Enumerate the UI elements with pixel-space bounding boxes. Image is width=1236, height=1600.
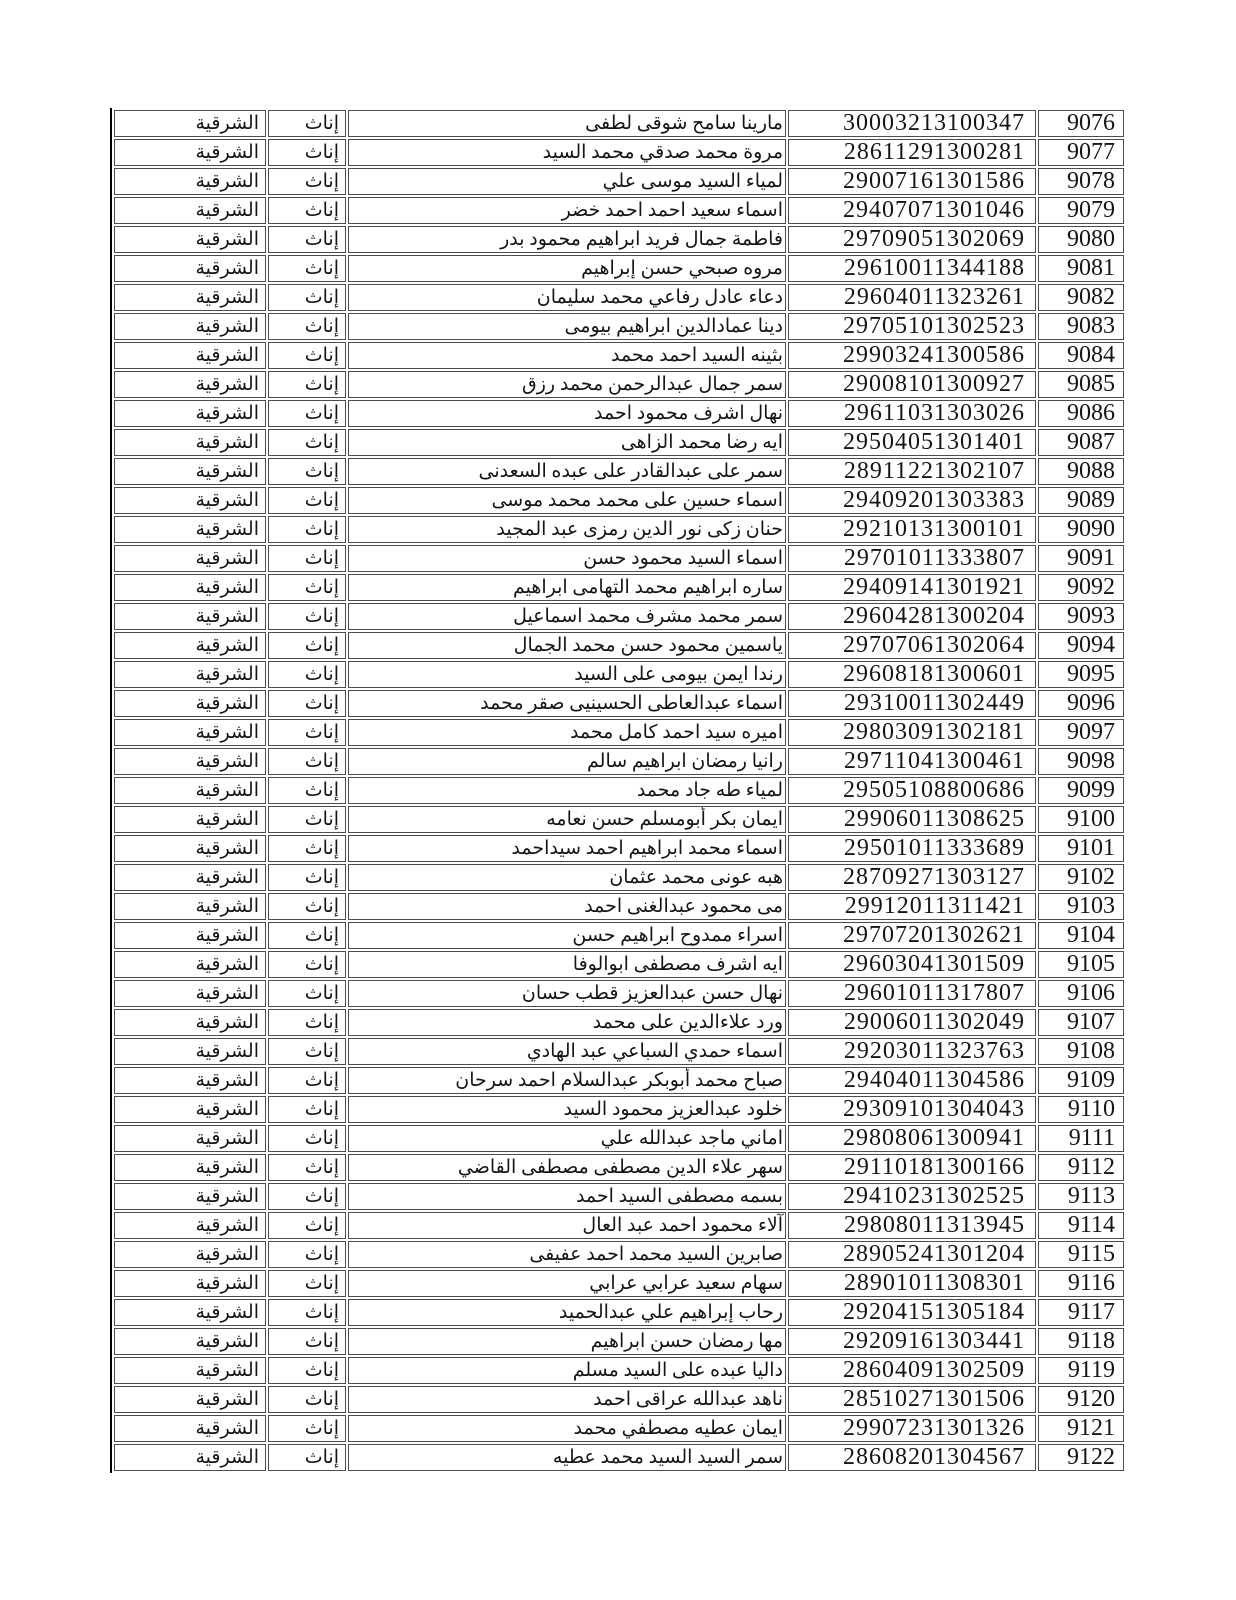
name-cell: آلاء محمود احمد عبد العال	[348, 1212, 786, 1239]
serial-cell: 9115	[1038, 1241, 1124, 1268]
gender-cell: إناث	[268, 748, 346, 775]
gender-cell: إناث	[268, 516, 346, 543]
gender-cell: إناث	[268, 777, 346, 804]
table-row	[114, 487, 1124, 514]
table-row	[114, 226, 1124, 253]
serial-cell: 9108	[1038, 1038, 1124, 1065]
table-row	[114, 1183, 1124, 1210]
gender-cell: إناث	[268, 806, 346, 833]
gender-cell: إناث	[268, 1154, 346, 1181]
governorate-cell: الشرقية	[114, 1328, 266, 1355]
name-cell: لمياء السيد موسى علي	[348, 168, 786, 195]
national-id-cell: 29008101300927	[788, 371, 1036, 398]
gender-cell: إناث	[268, 429, 346, 456]
table-row	[114, 835, 1124, 862]
gender-cell: إناث	[268, 1415, 346, 1442]
serial-cell: 9092	[1038, 574, 1124, 601]
name-cell: اماني ماجد عبدالله علي	[348, 1125, 786, 1152]
name-cell: صابرين السيد محمد احمد عفيفى	[348, 1241, 786, 1268]
gender-cell: إناث	[268, 371, 346, 398]
name-cell: سهام سعيد عرابي عرابي	[348, 1270, 786, 1297]
governorate-cell: الشرقية	[114, 371, 266, 398]
governorate-cell: الشرقية	[114, 342, 266, 369]
name-cell: اسراء ممدوح ابراهيم حسن	[348, 922, 786, 949]
gender-cell: إناث	[268, 1125, 346, 1152]
name-cell: دينا عمادالدين ابراهيم بيومى	[348, 313, 786, 340]
name-cell: لمياء طه جاد محمد	[348, 777, 786, 804]
name-cell: ورد علاءالدين على محمد	[348, 1009, 786, 1036]
serial-cell: 9121	[1038, 1415, 1124, 1442]
national-id-cell: 28510271301506	[788, 1386, 1036, 1413]
table-row	[114, 139, 1124, 166]
table-row	[114, 1096, 1124, 1123]
table-row	[114, 1125, 1124, 1152]
governorate-cell: الشرقية	[114, 690, 266, 717]
gender-cell: إناث	[268, 1067, 346, 1094]
table-row	[114, 1154, 1124, 1181]
name-cell: سمر على عبدالقادر على عبده السعدنى	[348, 458, 786, 485]
table-row	[114, 1067, 1124, 1094]
gender-cell: إناث	[268, 1183, 346, 1210]
name-cell: مروه صبحي حسن إبراهيم	[348, 255, 786, 282]
table-row	[114, 893, 1124, 920]
gender-cell: إناث	[268, 400, 346, 427]
governorate-cell: الشرقية	[114, 719, 266, 746]
table-row	[114, 284, 1124, 311]
name-cell: ايمان بكر أبومسلم حسن نعامه	[348, 806, 786, 833]
gender-cell: إناث	[268, 545, 346, 572]
table-row	[114, 400, 1124, 427]
serial-cell: 9117	[1038, 1299, 1124, 1326]
serial-cell: 9099	[1038, 777, 1124, 804]
serial-cell: 9090	[1038, 516, 1124, 543]
governorate-cell: الشرقية	[114, 835, 266, 862]
national-id-cell: 29404011304586	[788, 1067, 1036, 1094]
governorate-cell: الشرقية	[114, 632, 266, 659]
governorate-cell: الشرقية	[114, 226, 266, 253]
gender-cell: إناث	[268, 835, 346, 862]
table-row	[114, 951, 1124, 978]
governorate-cell: الشرقية	[114, 951, 266, 978]
serial-cell: 9086	[1038, 400, 1124, 427]
national-id-cell: 29501011333689	[788, 835, 1036, 862]
national-id-cell: 29410231302525	[788, 1183, 1036, 1210]
serial-cell: 9101	[1038, 835, 1124, 862]
national-id-cell: 29409141301921	[788, 574, 1036, 601]
national-id-cell: 29505108800686	[788, 777, 1036, 804]
gender-cell: إناث	[268, 458, 346, 485]
national-id-cell: 29701011333807	[788, 545, 1036, 572]
governorate-cell: الشرقية	[114, 806, 266, 833]
gender-cell: إناث	[268, 893, 346, 920]
table-row	[114, 603, 1124, 630]
gender-cell: إناث	[268, 719, 346, 746]
governorate-cell: الشرقية	[114, 603, 266, 630]
name-cell: داليا عبده على السيد مسلم	[348, 1357, 786, 1384]
serial-cell: 9089	[1038, 487, 1124, 514]
serial-cell: 9113	[1038, 1183, 1124, 1210]
gender-cell: إناث	[268, 1357, 346, 1384]
national-id-cell: 28905241301204	[788, 1241, 1036, 1268]
governorate-cell: الشرقية	[114, 255, 266, 282]
governorate-cell: الشرقية	[114, 1212, 266, 1239]
governorate-cell: الشرقية	[114, 1067, 266, 1094]
table-row	[114, 1038, 1124, 1065]
national-id-cell: 28709271303127	[788, 864, 1036, 891]
gender-cell: إناث	[268, 1096, 346, 1123]
serial-cell: 9110	[1038, 1096, 1124, 1123]
governorate-cell: الشرقية	[114, 1038, 266, 1065]
serial-cell: 9100	[1038, 806, 1124, 833]
table-row	[114, 1270, 1124, 1297]
roster-table	[110, 108, 1126, 1473]
national-id-cell: 29907231301326	[788, 1415, 1036, 1442]
governorate-cell: الشرقية	[114, 313, 266, 340]
national-id-cell: 29007161301586	[788, 168, 1036, 195]
table-row	[114, 110, 1124, 137]
name-cell: رانيا رمضان ابراهيم سالم	[348, 748, 786, 775]
national-id-cell: 29705101302523	[788, 313, 1036, 340]
governorate-cell: الشرقية	[114, 197, 266, 224]
national-id-cell: 29709051302069	[788, 226, 1036, 253]
national-id-cell: 29209161303441	[788, 1328, 1036, 1355]
national-id-cell: 28608201304567	[788, 1444, 1036, 1471]
serial-cell: 9118	[1038, 1328, 1124, 1355]
national-id-cell: 29504051301401	[788, 429, 1036, 456]
gender-cell: إناث	[268, 487, 346, 514]
name-cell: مها رمضان حسن ابراهيم	[348, 1328, 786, 1355]
name-cell: اميره سيد احمد كامل محمد	[348, 719, 786, 746]
gender-cell: إناث	[268, 139, 346, 166]
table-row	[114, 168, 1124, 195]
national-id-cell: 28901011308301	[788, 1270, 1036, 1297]
national-id-cell: 29603041301509	[788, 951, 1036, 978]
name-cell: نهال حسن عبدالعزيز قطب حسان	[348, 980, 786, 1007]
gender-cell: إناث	[268, 574, 346, 601]
governorate-cell: الشرقية	[114, 980, 266, 1007]
gender-cell: إناث	[268, 632, 346, 659]
serial-cell: 9105	[1038, 951, 1124, 978]
governorate-cell: الشرقية	[114, 1386, 266, 1413]
national-id-cell: 29210131300101	[788, 516, 1036, 543]
national-id-cell: 29309101304043	[788, 1096, 1036, 1123]
governorate-cell: الشرقية	[114, 284, 266, 311]
gender-cell: إناث	[268, 951, 346, 978]
serial-cell: 9084	[1038, 342, 1124, 369]
national-id-cell: 29203011323763	[788, 1038, 1036, 1065]
governorate-cell: الشرقية	[114, 748, 266, 775]
name-cell: اسماء سعيد احمد احمد خضر	[348, 197, 786, 224]
national-id-cell: 29808011313945	[788, 1212, 1036, 1239]
serial-cell: 9114	[1038, 1212, 1124, 1239]
table-row	[114, 690, 1124, 717]
table-row	[114, 922, 1124, 949]
table-row	[114, 1444, 1124, 1471]
gender-cell: إناث	[268, 1241, 346, 1268]
gender-cell: إناث	[268, 1212, 346, 1239]
table-row	[114, 1299, 1124, 1326]
table-row	[114, 545, 1124, 572]
governorate-cell: الشرقية	[114, 110, 266, 137]
governorate-cell: الشرقية	[114, 1270, 266, 1297]
governorate-cell: الشرقية	[114, 1125, 266, 1152]
national-id-cell: 28604091302509	[788, 1357, 1036, 1384]
governorate-cell: الشرقية	[114, 922, 266, 949]
serial-cell: 9102	[1038, 864, 1124, 891]
serial-cell: 9097	[1038, 719, 1124, 746]
serial-cell: 9077	[1038, 139, 1124, 166]
serial-cell: 9109	[1038, 1067, 1124, 1094]
table-row	[114, 1328, 1124, 1355]
name-cell: اسماء حمدي السباعي عبد الهادي	[348, 1038, 786, 1065]
name-cell: اسماء حسين على محمد محمد موسى	[348, 487, 786, 514]
name-cell: رحاب إبراهيم علي عبدالحميد	[348, 1299, 786, 1326]
serial-cell: 9076	[1038, 110, 1124, 137]
name-cell: ناهد عبدالله عراقى احمد	[348, 1386, 786, 1413]
gender-cell: إناث	[268, 1328, 346, 1355]
name-cell: رندا ايمن بيومى على السيد	[348, 661, 786, 688]
serial-cell: 9096	[1038, 690, 1124, 717]
table-row	[114, 255, 1124, 282]
gender-cell: إناث	[268, 864, 346, 891]
governorate-cell: الشرقية	[114, 400, 266, 427]
national-id-cell: 29611031303026	[788, 400, 1036, 427]
name-cell: سمر السيد السيد محمد عطيه	[348, 1444, 786, 1471]
serial-cell: 9116	[1038, 1270, 1124, 1297]
table-row	[114, 1212, 1124, 1239]
serial-cell: 9091	[1038, 545, 1124, 572]
serial-cell: 9080	[1038, 226, 1124, 253]
gender-cell: إناث	[268, 661, 346, 688]
governorate-cell: الشرقية	[114, 864, 266, 891]
governorate-cell: الشرقية	[114, 1357, 266, 1384]
name-cell: فاطمة جمال فريد ابراهيم محمود بدر	[348, 226, 786, 253]
national-id-cell: 28611291300281	[788, 139, 1036, 166]
gender-cell: إناث	[268, 226, 346, 253]
gender-cell: إناث	[268, 168, 346, 195]
governorate-cell: الشرقية	[114, 777, 266, 804]
serial-cell: 9095	[1038, 661, 1124, 688]
table-row	[114, 516, 1124, 543]
name-cell: سمر محمد مشرف محمد اسماعيل	[348, 603, 786, 630]
name-cell: هبه عونى محمد عثمان	[348, 864, 786, 891]
serial-cell: 9112	[1038, 1154, 1124, 1181]
gender-cell: إناث	[268, 603, 346, 630]
gender-cell: إناث	[268, 255, 346, 282]
national-id-cell: 29707061302064	[788, 632, 1036, 659]
national-id-cell: 29808061300941	[788, 1125, 1036, 1152]
national-id-cell: 29906011308625	[788, 806, 1036, 833]
gender-cell: إناث	[268, 342, 346, 369]
table-row	[114, 313, 1124, 340]
governorate-cell: الشرقية	[114, 1241, 266, 1268]
governorate-cell: الشرقية	[114, 661, 266, 688]
serial-cell: 9079	[1038, 197, 1124, 224]
governorate-cell: الشرقية	[114, 458, 266, 485]
serial-cell: 9106	[1038, 980, 1124, 1007]
governorate-cell: الشرقية	[114, 516, 266, 543]
roster-body	[114, 110, 1124, 1471]
national-id-cell: 29604281300204	[788, 603, 1036, 630]
name-cell: دعاء عادل رفاعي محمد سليمان	[348, 284, 786, 311]
gender-cell: إناث	[268, 110, 346, 137]
table-row	[114, 1241, 1124, 1268]
governorate-cell: الشرقية	[114, 545, 266, 572]
gender-cell: إناث	[268, 1386, 346, 1413]
table-row	[114, 1357, 1124, 1384]
table-row	[114, 1386, 1124, 1413]
national-id-cell: 29803091302181	[788, 719, 1036, 746]
gender-cell: إناث	[268, 1299, 346, 1326]
name-cell: اسماء عبدالعاطى الحسينيى صقر محمد	[348, 690, 786, 717]
national-id-cell: 29610011344188	[788, 255, 1036, 282]
national-id-cell: 28911221302107	[788, 458, 1036, 485]
gender-cell: إناث	[268, 922, 346, 949]
serial-cell: 9078	[1038, 168, 1124, 195]
name-cell: ساره ابراهيم محمد التهامى ابراهيم	[348, 574, 786, 601]
name-cell: ايه رضا محمد الزاهى	[348, 429, 786, 456]
name-cell: نهال اشرف محمود احمد	[348, 400, 786, 427]
name-cell: بثينه السيد احمد محمد	[348, 342, 786, 369]
national-id-cell: 30003213100347	[788, 110, 1036, 137]
governorate-cell: الشرقية	[114, 1096, 266, 1123]
governorate-cell: الشرقية	[114, 168, 266, 195]
gender-cell: إناث	[268, 284, 346, 311]
national-id-cell: 29601011317807	[788, 980, 1036, 1007]
name-cell: مارينا سامح شوقى لطفى	[348, 110, 786, 137]
table-row	[114, 371, 1124, 398]
serial-cell: 9094	[1038, 632, 1124, 659]
name-cell: ياسمين محمود حسن محمد الجمال	[348, 632, 786, 659]
national-id-cell: 29110181300166	[788, 1154, 1036, 1181]
name-cell: مى محمود عبدالغنى احمد	[348, 893, 786, 920]
table-row	[114, 980, 1124, 1007]
serial-cell: 9104	[1038, 922, 1124, 949]
serial-cell: 9111	[1038, 1125, 1124, 1152]
governorate-cell: الشرقية	[114, 1183, 266, 1210]
governorate-cell: الشرقية	[114, 1299, 266, 1326]
gender-cell: إناث	[268, 980, 346, 1007]
serial-cell: 9107	[1038, 1009, 1124, 1036]
serial-cell: 9120	[1038, 1386, 1124, 1413]
gender-cell: إناث	[268, 1270, 346, 1297]
name-cell: ايه اشرف مصطفى ابوالوفا	[348, 951, 786, 978]
name-cell: صباح محمد أبوبكر عبدالسلام احمد سرحان	[348, 1067, 786, 1094]
governorate-cell: الشرقية	[114, 487, 266, 514]
national-id-cell: 29409201303383	[788, 487, 1036, 514]
name-cell: خلود عبدالعزيز محمود السيد	[348, 1096, 786, 1123]
serial-cell: 9088	[1038, 458, 1124, 485]
national-id-cell: 29006011302049	[788, 1009, 1036, 1036]
gender-cell: إناث	[268, 197, 346, 224]
name-cell: اسماء السيد محمود حسن	[348, 545, 786, 572]
governorate-cell: الشرقية	[114, 429, 266, 456]
table-row	[114, 661, 1124, 688]
national-id-cell: 29711041300461	[788, 748, 1036, 775]
serial-cell: 9093	[1038, 603, 1124, 630]
name-cell: مروة محمد صدقي محمد السيد	[348, 139, 786, 166]
governorate-cell: الشرقية	[114, 1009, 266, 1036]
gender-cell: إناث	[268, 1444, 346, 1471]
gender-cell: إناث	[268, 1038, 346, 1065]
serial-cell: 9098	[1038, 748, 1124, 775]
gender-cell: إناث	[268, 313, 346, 340]
national-id-cell: 29903241300586	[788, 342, 1036, 369]
name-cell: حنان زكى نور الدين رمزى عبد المجيد	[348, 516, 786, 543]
table-row	[114, 777, 1124, 804]
gender-cell: إناث	[268, 690, 346, 717]
table-row	[114, 864, 1124, 891]
table-row	[114, 197, 1124, 224]
national-id-cell: 29604011323261	[788, 284, 1036, 311]
national-id-cell: 29407071301046	[788, 197, 1036, 224]
name-cell: ايمان عطيه مصطفي محمد	[348, 1415, 786, 1442]
governorate-cell: الشرقية	[114, 1154, 266, 1181]
table-row	[114, 632, 1124, 659]
governorate-cell: الشرقية	[114, 574, 266, 601]
serial-cell: 9085	[1038, 371, 1124, 398]
name-cell: اسماء محمد ابراهيم احمد سيداحمد	[348, 835, 786, 862]
table-row	[114, 806, 1124, 833]
name-cell: سهر علاء الدين مصطفى مصطفى القاضي	[348, 1154, 786, 1181]
table-row	[114, 429, 1124, 456]
name-cell: سمر جمال عبدالرحمن محمد رزق	[348, 371, 786, 398]
governorate-cell: الشرقية	[114, 893, 266, 920]
national-id-cell: 29204151305184	[788, 1299, 1036, 1326]
serial-cell: 9103	[1038, 893, 1124, 920]
table-row	[114, 1415, 1124, 1442]
serial-cell: 9087	[1038, 429, 1124, 456]
governorate-cell: الشرقية	[114, 1444, 266, 1471]
table-row	[114, 1009, 1124, 1036]
serial-cell: 9122	[1038, 1444, 1124, 1471]
document-page	[110, 108, 1126, 1473]
table-row	[114, 574, 1124, 601]
table-row	[114, 748, 1124, 775]
governorate-cell: الشرقية	[114, 1415, 266, 1442]
table-row	[114, 342, 1124, 369]
national-id-cell: 29608181300601	[788, 661, 1036, 688]
serial-cell: 9082	[1038, 284, 1124, 311]
serial-cell: 9083	[1038, 313, 1124, 340]
governorate-cell: الشرقية	[114, 139, 266, 166]
name-cell: بسمه مصطفى السيد احمد	[348, 1183, 786, 1210]
national-id-cell: 29310011302449	[788, 690, 1036, 717]
table-row	[114, 719, 1124, 746]
national-id-cell: 29912011311421	[788, 893, 1036, 920]
national-id-cell: 29707201302621	[788, 922, 1036, 949]
serial-cell: 9119	[1038, 1357, 1124, 1384]
serial-cell: 9081	[1038, 255, 1124, 282]
table-row	[114, 458, 1124, 485]
gender-cell: إناث	[268, 1009, 346, 1036]
